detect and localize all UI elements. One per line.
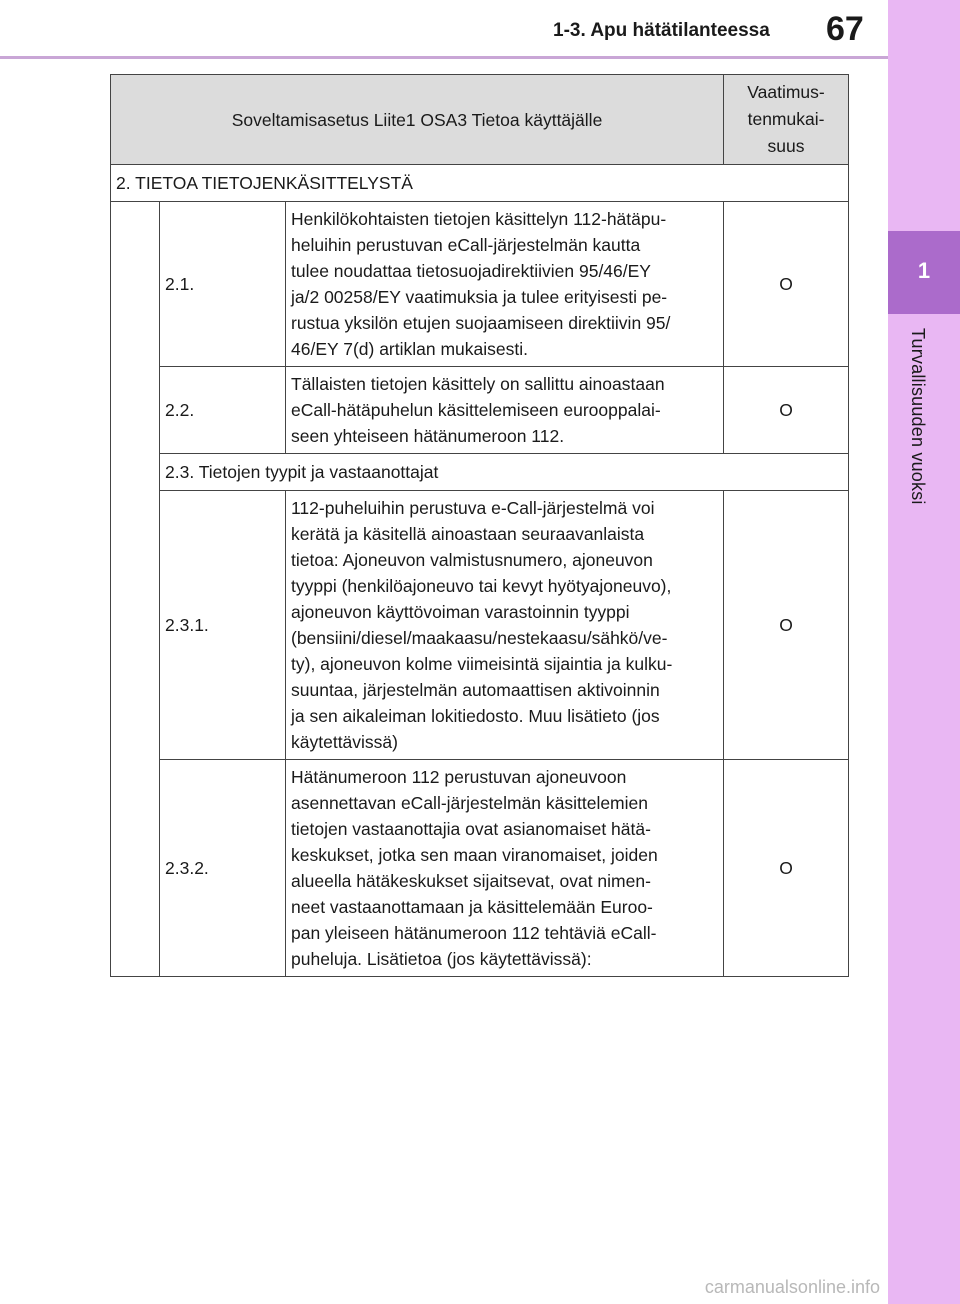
table-row <box>111 760 849 977</box>
clause-line: puheluja. Lisätietoa (jos käytettävissä): <box>291 949 592 969</box>
clause-line: pan yleiseen hätänumeroon 112 tehtäviä eCall- <box>291 923 657 943</box>
clause-line: rustua yksilön etujen suojaamiseen direktiivin 95/ <box>291 313 671 333</box>
indent-cell <box>111 202 160 977</box>
header-divider <box>0 56 888 59</box>
compliance-value: O <box>724 491 849 760</box>
chapter-side-tab <box>888 0 960 1304</box>
clause-line: ja sen aikaleiman lokitiedosto. Muu lisätieto (jos <box>291 706 660 726</box>
clause-text <box>286 367 724 454</box>
header-compliance-cell <box>724 75 849 165</box>
watermark: carmanualsonline.info <box>704 1277 880 1297</box>
chapter-label: Turvallisuuden vuoksi <box>908 328 928 505</box>
regulation-table <box>110 74 849 977</box>
clause-line: asennettavan eCall-järjestelmän käsittelemien <box>291 793 648 813</box>
chapter-number: 1 <box>917 258 931 283</box>
compliance-line: Vaatimus- <box>747 82 825 102</box>
clause-line: tyyppi (henkilöajoneuvo tai kevyt hyötyajoneuvo), <box>291 576 672 596</box>
clause-number: 2.2. <box>160 367 286 454</box>
compliance-line: tenmukai- <box>747 109 825 129</box>
subsection-heading: 2.3. Tietojen tyypit ja vastaanottajat <box>160 454 849 491</box>
clause-line: alueella hätäkeskukset sijaitsevat, ovat nimen- <box>291 871 651 891</box>
table-row <box>111 491 849 760</box>
clause-line: tulee noudattaa tietosuojadirektiivien 95/46/EY <box>291 261 651 281</box>
table-row <box>111 367 849 454</box>
clause-line: keskukset, jotka sen maan viranomaiset, joiden <box>291 845 658 865</box>
clause-line: eCall-hätäpuhelun käsittelemiseen eurooppalai- <box>291 400 661 420</box>
clause-line: (bensiini/diesel/maakaasu/nestekaasu/sähkö/ve- <box>291 628 668 648</box>
clause-line: neet vastaanottamaan ja käsittelemään Euroo- <box>291 897 653 917</box>
clause-line: tietoa: Ajoneuvon valmistusnumero, ajoneuvon <box>291 550 653 570</box>
clause-number: 2.1. <box>160 202 286 367</box>
clause-line: seen yhteiseen hätänumeroon 112. <box>291 426 565 446</box>
compliance-value: O <box>724 760 849 977</box>
compliance-value: O <box>724 367 849 454</box>
clause-number: 2.3.1. <box>160 491 286 760</box>
table-header-row <box>111 75 849 165</box>
clause-line: Tällaisten tietojen käsittely on sallittu ainoastaan <box>291 374 665 394</box>
clause-line: käytettävissä) <box>291 732 398 752</box>
compliance-value: O <box>724 202 849 367</box>
clause-line: Henkilökohtaisten tietojen käsittelyn 112-hätäpu- <box>291 209 667 229</box>
header-main-cell: Soveltamisasetus Liite1 OSA3 Tietoa käyttäjälle <box>111 75 724 165</box>
table-row <box>111 202 849 367</box>
section-title: 1-3. Apu hätätilanteessa <box>553 20 770 41</box>
page-number: 67 <box>826 10 864 48</box>
clause-number: 2.3.2. <box>160 760 286 977</box>
clause-line: ajoneuvon käyttövoiman varastoinnin tyyppi <box>291 602 630 622</box>
clause-text <box>286 491 724 760</box>
subsection-row <box>111 454 849 491</box>
clause-text <box>286 202 724 367</box>
clause-line: ja/2 00258/EY vaatimuksia ja tulee erityisesti pe- <box>291 287 668 307</box>
section-heading: 2. TIETOA TIETOJENKÄSITTELYSTÄ <box>111 165 849 202</box>
clause-line: heluihin perustuvan eCall-järjestelmän kautta <box>291 235 641 255</box>
compliance-line: suus <box>767 136 805 156</box>
clause-line: kerätä ja käsitellä ainoastaan seuraavanlaista <box>291 524 645 544</box>
section-row <box>111 165 849 202</box>
clause-line: 112-puheluihin perustuva e-Call-järjestelmä voi <box>291 498 655 518</box>
clause-line: Hätänumeroon 112 perustuvan ajoneuvoon <box>291 767 627 787</box>
clause-line: 46/EY 7(d) artiklan mukaisesti. <box>291 339 529 359</box>
clause-text <box>286 760 724 977</box>
clause-line: ty), ajoneuvon kolme viimeisintä sijaintia ja kulku- <box>291 654 673 674</box>
clause-line: tietojen vastaanottajia ovat asianomaiset hätä- <box>291 819 651 839</box>
clause-line: suuntaa, järjestelmän automaattisen aktivoinnin <box>291 680 660 700</box>
